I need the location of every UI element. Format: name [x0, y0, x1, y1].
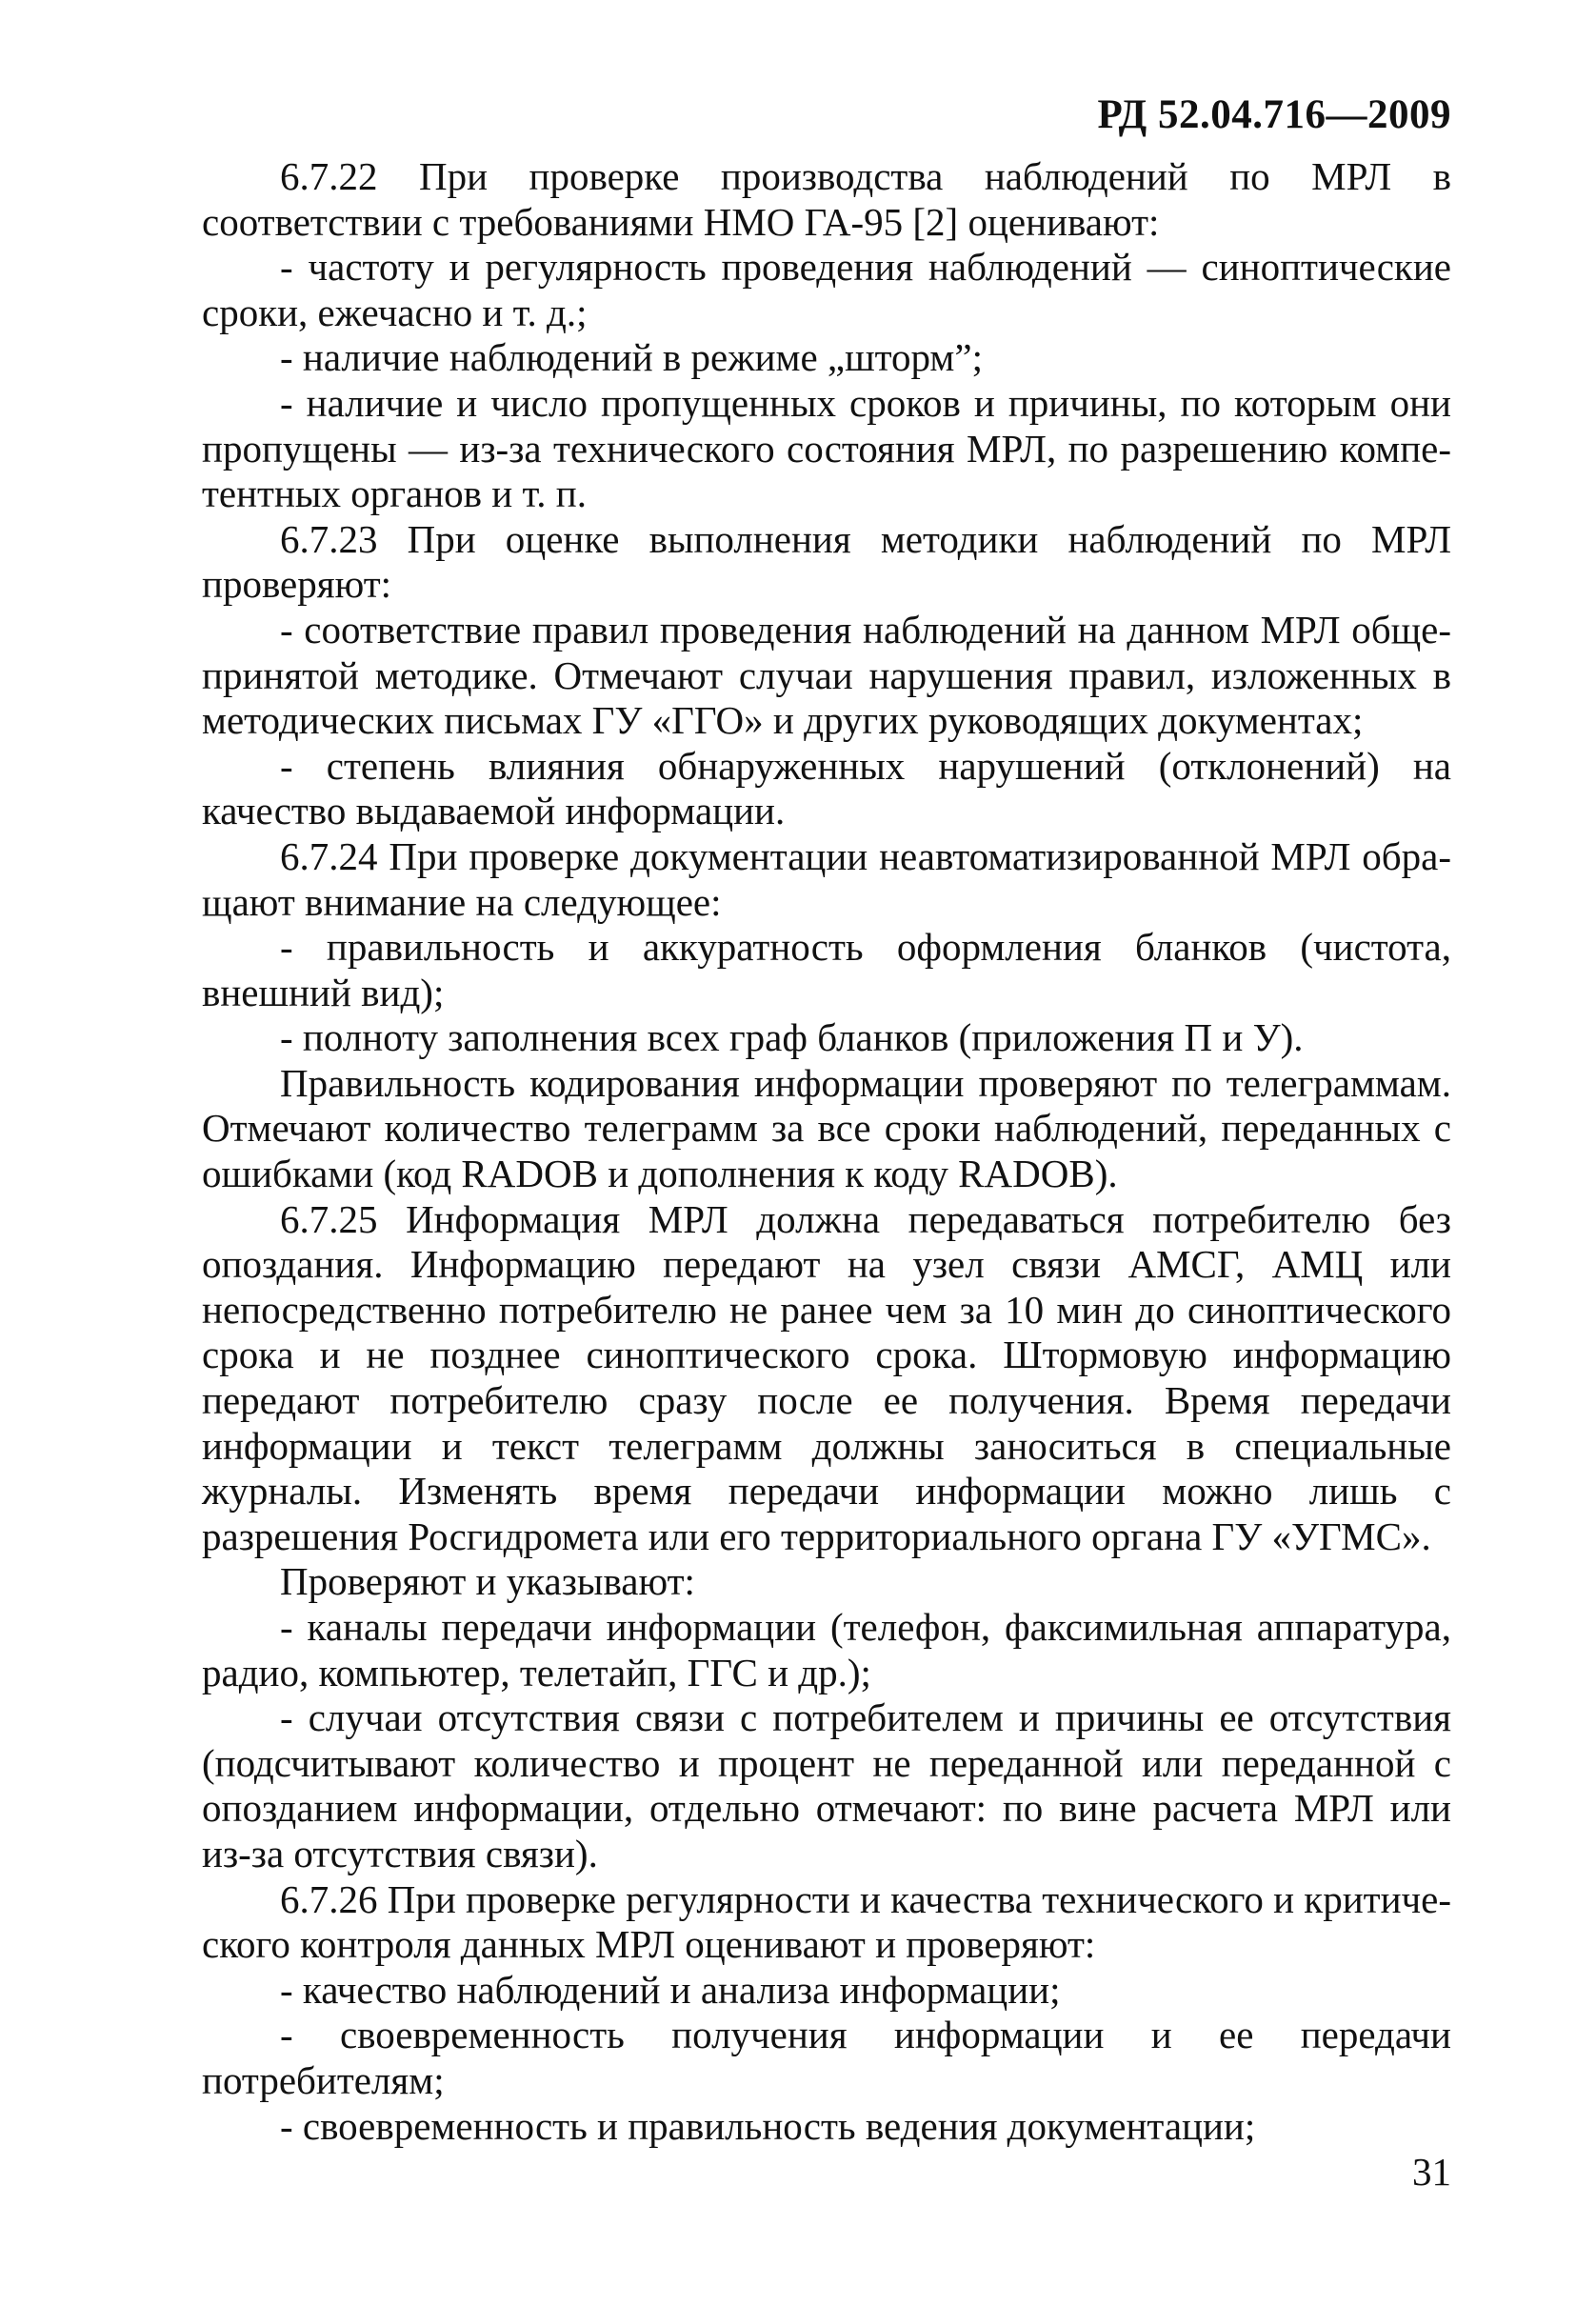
paragraph-6-7-22: 6.7.22 При проверке производства наблюдений по МРЛ в соответствии с требованиями НМО ГА-95 [2] оценивают: — [202, 154, 1451, 244]
paragraph: Правильность кодирования информации проверяют по телеграммам. Отмечают количество телеграмм за все сроки наблюдений, переданных с ошибками (код RADOB и дополнения к коду RADOB). — [202, 1060, 1451, 1196]
list-item: - степень влияния обнаруженных нарушений (отклонений) на качество выдаваемой информации. — [202, 743, 1451, 833]
list-item: - случаи отсутствия связи с потребителем и причины ее отсутствия (подсчитывают количество и процент не переданной или переданной с опозданием информации, отдельно отмечают: по вине расчета МРЛ или из-за отсутствия связи). — [202, 1695, 1451, 1875]
list-item: - частоту и регулярность проведения наблюдений — синоптические сроки, ежечасно и т. д.; — [202, 245, 1451, 334]
list-item: - качество наблюдений и анализа информации; — [280, 1967, 1061, 2012]
list-item: - правильность и аккуратность оформления бланков (чистота, внешний вид); — [202, 925, 1451, 1014]
list-item: - соответствие правил проведения наблюдений на данном МРЛ общепринятой методике. Отмечают случаи нарушения правил, изложенных в методических письмах ГУ «ГГО» и других руководящих документах; — [202, 607, 1451, 743]
list-item: - каналы передачи информации (телефон, факсимильная аппаратура, радио, компьютер, телетайп, ГГС и др.); — [202, 1605, 1451, 1694]
page-number: 31 — [1412, 2150, 1451, 2194]
paragraph-6-7-24: 6.7.24 При проверке документации неавтоматизированной МРЛ обращают внимание на следующее: — [202, 833, 1451, 924]
paragraph-6-7-26: 6.7.26 При проверке регулярности и качества технического и критического контроля данных МРЛ оценивают и проверяют: — [202, 1876, 1451, 1967]
list-item: - своевременность и правильность ведения документации; — [280, 2103, 1256, 2148]
list-item: - наличие наблюдений в режиме „шторм”; — [280, 335, 983, 380]
paragraph-6-7-23: 6.7.23 При оценке выполнения методики наблюдений по МРЛ проверяют: — [202, 516, 1451, 607]
document-code-header: РД 52.04.716—2009 — [1097, 92, 1451, 137]
body-text — [202, 154, 1451, 2149]
list-item: - полноту заполнения всех граф бланков (приложения П и У). — [280, 1015, 1304, 1060]
list-item: - наличие и число пропущенных сроков и причины, по которым они пропущены — из-за технического состояния МРЛ, по разрешению компетентных органов и т. п. — [202, 380, 1451, 516]
paragraph: Проверяют и указывают: — [280, 1559, 695, 1604]
paragraph-6-7-25: 6.7.25 Информация МРЛ должна передаваться потребителю без опоздания. Информацию передают на узел связи АМСГ, АМЦ или непосредственно потребителю не ранее чем за 10 мин до синоптического срока и не позднее синоптического срока. Штормовую информацию передают потребителю сразу после ее получения. Время передачи информации и текст телеграмм должны заноситься в специальные журналы. Изменять время передачи информации можно лишь с разрешения Росгидромета или его территориального органа ГУ «УГМС». — [202, 1196, 1451, 1558]
list-item: - своевременность получения информации и ее передачи потребителям; — [202, 2013, 1451, 2102]
